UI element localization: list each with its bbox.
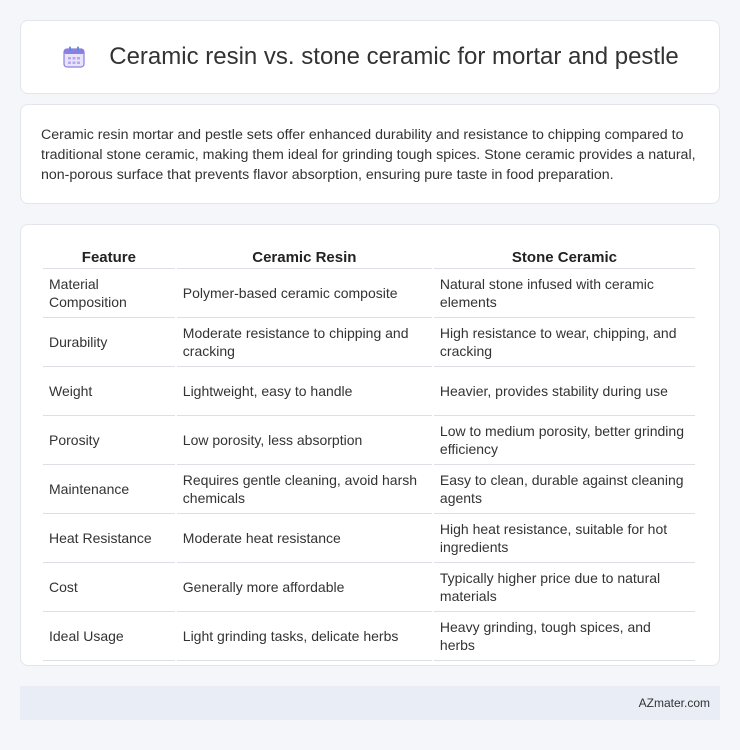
ceramic-resin-cell: Generally more affordable	[177, 563, 432, 612]
table-row	[43, 465, 695, 514]
header-stone-ceramic: Stone Ceramic	[434, 243, 695, 269]
table-row	[43, 318, 695, 367]
intro-text: Ceramic resin mortar and pestle sets offer enhanced durability and resistance to chipping compared to traditional stone ceramic, making them ideal for grinding tough spices. Stone ceramic provides a natural, non-porous surface that prevents flavor absorption, ensuring pure taste in food preparation.	[41, 127, 696, 183]
feature-cell: Cost	[43, 563, 175, 612]
page-title: Ceramic resin vs. stone ceramic for mortar and pestle	[109, 43, 679, 70]
footer	[20, 686, 720, 720]
stone-ceramic-cell: Heavy grinding, tough spices, and herbs	[434, 612, 695, 661]
feature-cell: Maintenance	[43, 465, 175, 514]
stone-ceramic-cell: High resistance to wear, chipping, and cracking	[434, 318, 695, 367]
feature-cell: Durability	[43, 318, 175, 367]
table-header-row	[43, 243, 695, 269]
stone-ceramic-cell: High heat resistance, suitable for hot ingredients	[434, 514, 695, 563]
ceramic-resin-cell: Low porosity, less absorption	[177, 416, 432, 465]
comparison-table	[41, 243, 697, 661]
table-row	[43, 269, 695, 318]
ceramic-resin-cell: Moderate heat resistance	[177, 514, 432, 563]
feature-cell: Material Composition	[43, 269, 175, 318]
title-card	[20, 20, 720, 94]
feature-cell: Ideal Usage	[43, 612, 175, 661]
stone-ceramic-cell: Natural stone infused with ceramic elements	[434, 269, 695, 318]
feature-cell: Weight	[43, 367, 175, 416]
ceramic-resin-cell: Light grinding tasks, delicate herbs	[177, 612, 432, 661]
ceramic-resin-cell: Polymer-based ceramic composite	[177, 269, 432, 318]
table-row	[43, 367, 695, 416]
ceramic-resin-cell: Moderate resistance to chipping and cracking	[177, 318, 432, 367]
ceramic-resin-cell: Requires gentle cleaning, avoid harsh chemicals	[177, 465, 432, 514]
intro-card	[20, 104, 720, 204]
header-ceramic-resin: Ceramic Resin	[177, 243, 432, 269]
table-row	[43, 514, 695, 563]
table-row	[43, 563, 695, 612]
header-feature: Feature	[43, 243, 175, 269]
footer-brand[interactable]: AZmater.com	[638, 696, 710, 710]
stone-ceramic-cell: Low to medium porosity, better grinding efficiency	[434, 416, 695, 465]
feature-cell: Porosity	[43, 416, 175, 465]
calendar-icon	[61, 44, 87, 70]
stone-ceramic-cell: Typically higher price due to natural materials	[434, 563, 695, 612]
stone-ceramic-cell: Heavier, provides stability during use	[434, 367, 695, 416]
table-row	[43, 416, 695, 465]
feature-cell: Heat Resistance	[43, 514, 175, 563]
comparison-table-card	[20, 224, 720, 666]
ceramic-resin-cell: Lightweight, easy to handle	[177, 367, 432, 416]
stone-ceramic-cell: Easy to clean, durable against cleaning agents	[434, 465, 695, 514]
table-row	[43, 612, 695, 661]
